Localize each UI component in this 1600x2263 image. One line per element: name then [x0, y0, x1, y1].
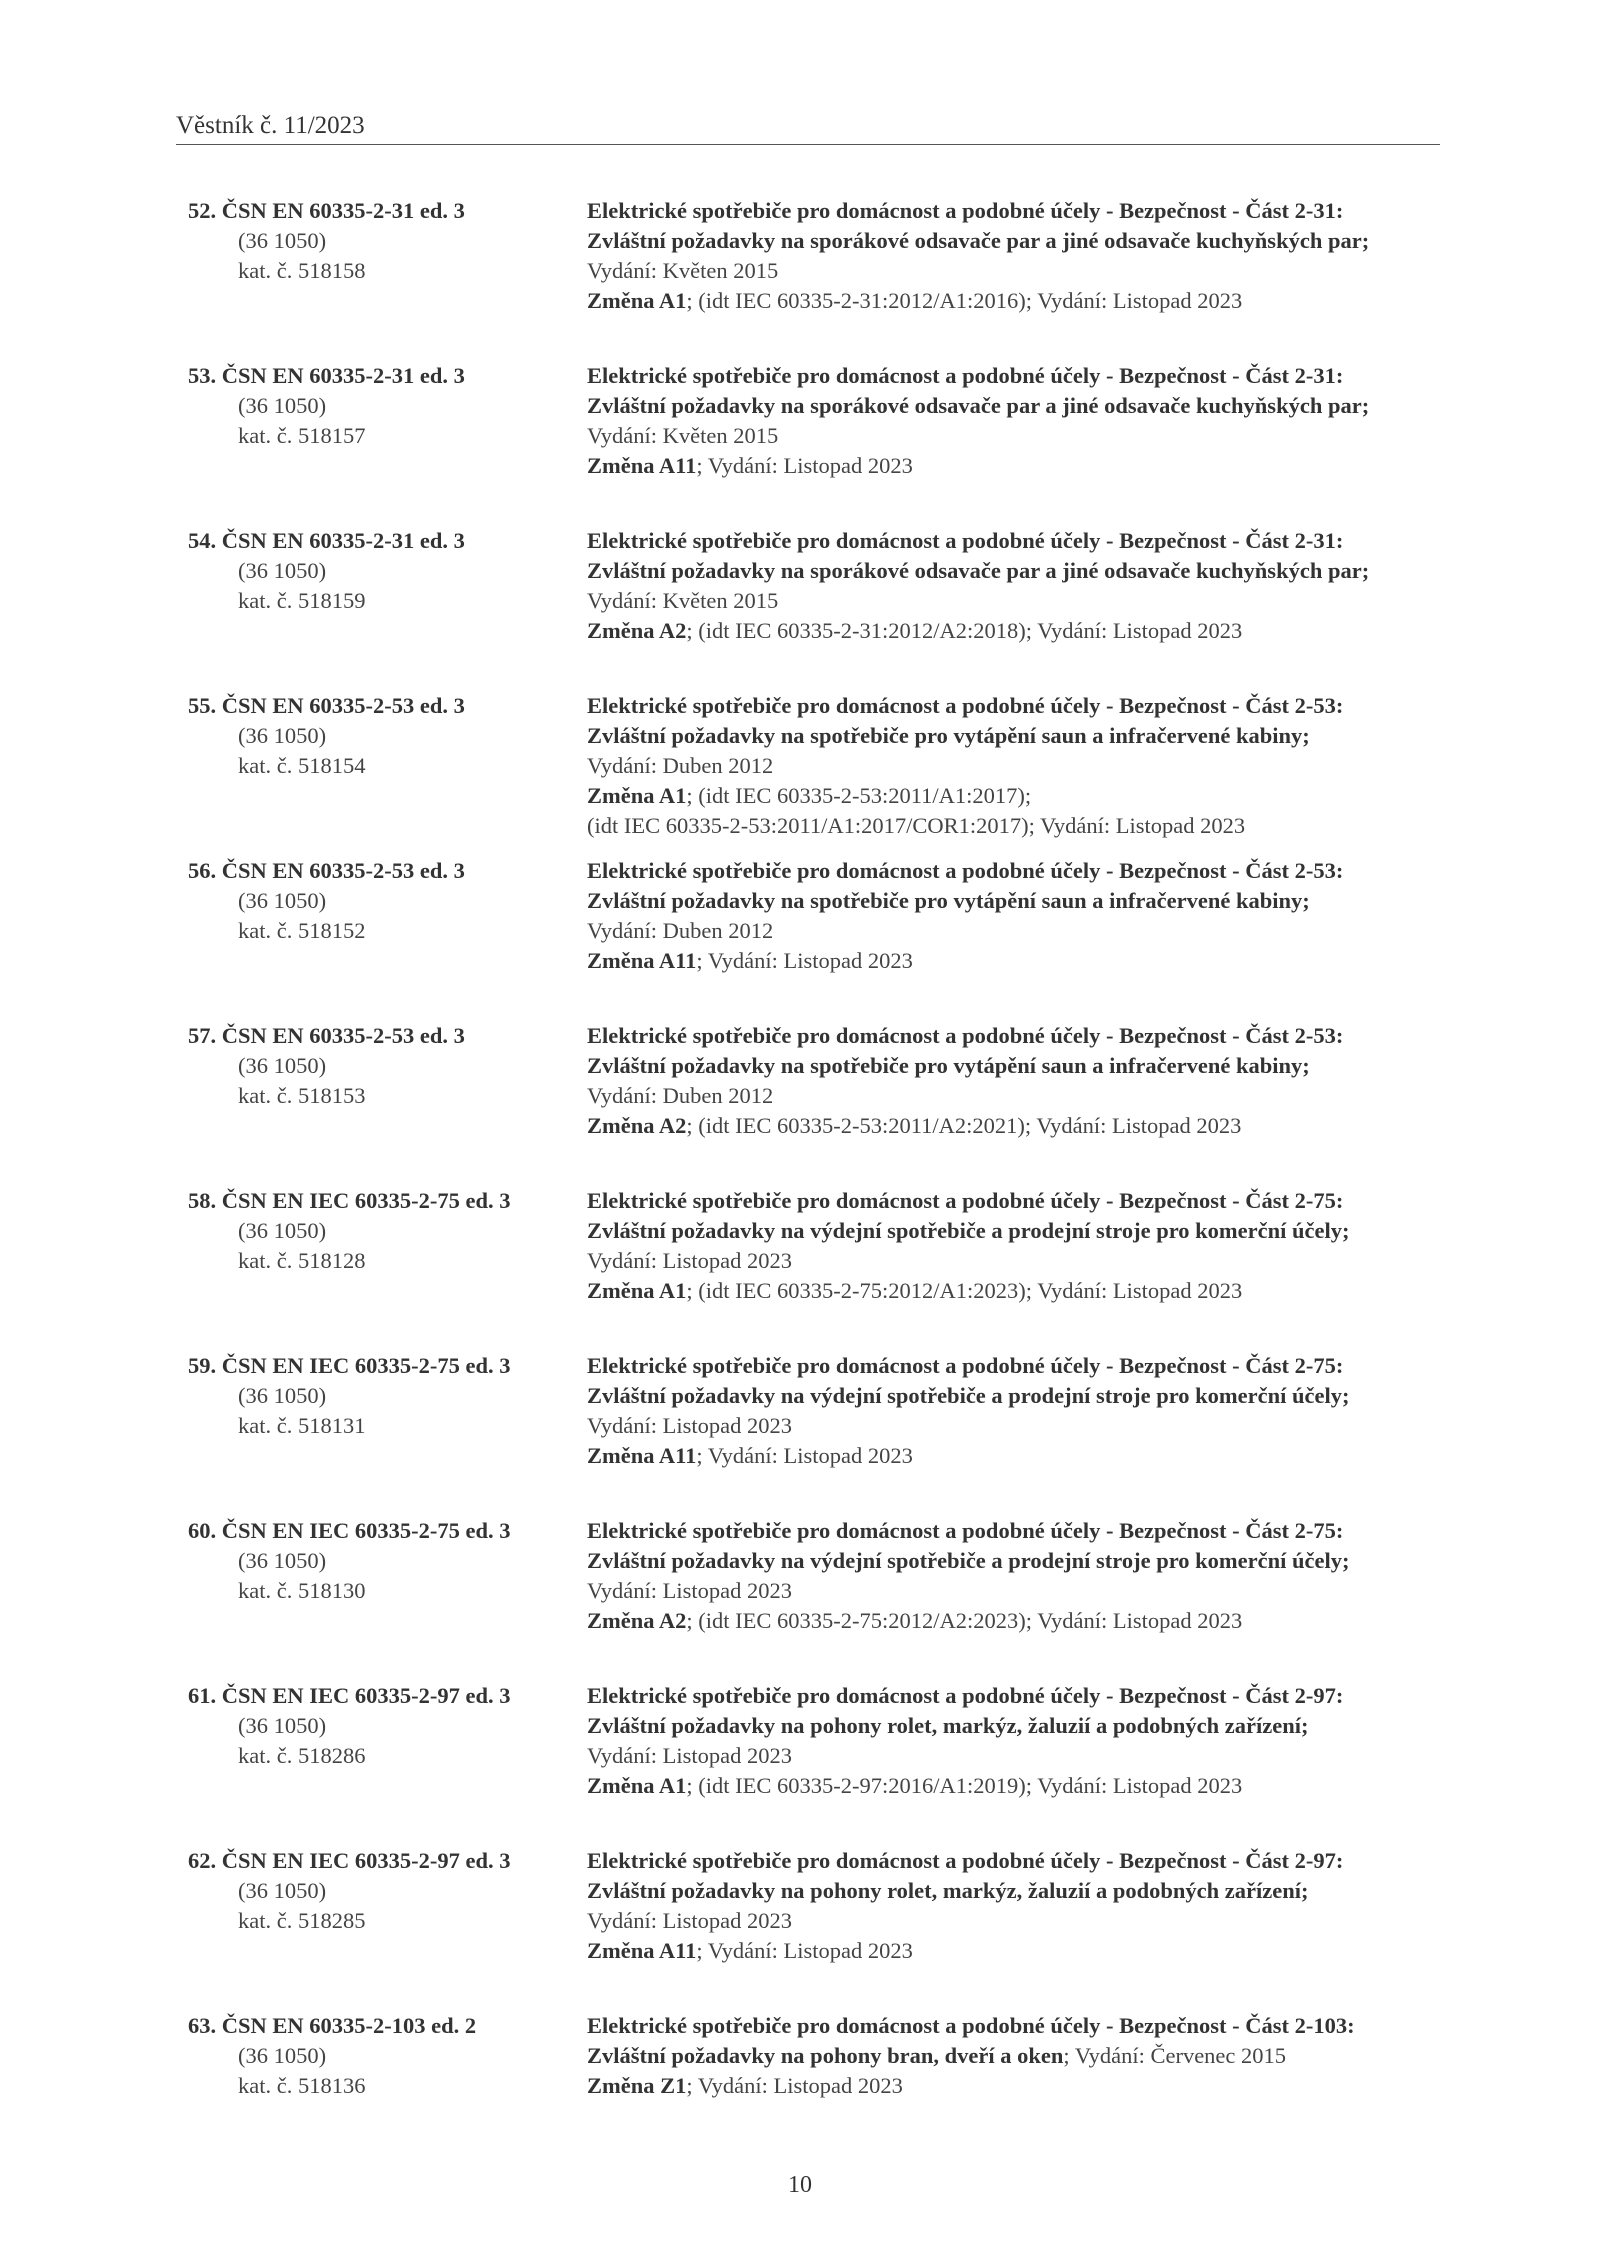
standard-title-line-1: Elektrické spotřebiče pro domácnost a podobné účely - Bezpečnost - Část 2-97:: [587, 1683, 1344, 1708]
amendment-label: Změna A11: [587, 1443, 697, 1468]
amendment-details: ; (idt IEC 60335-2-31:2012/A2:2018); Vydání: Listopad 2023: [686, 618, 1243, 643]
standard-title-line-2: Zvláštní požadavky na výdejní spotřebiče a prodejní stroje pro komerční účely;: [587, 1548, 1350, 1573]
standard-class-code: (36 1050): [238, 888, 327, 913]
standard-number: 56. ČSN EN 60335-2-53 ed. 3: [188, 858, 465, 883]
standard-entry-7: [176, 1186, 1466, 1351]
amendment-line: [587, 781, 1467, 811]
standard-class-code: (36 1050): [238, 1878, 327, 1903]
standard-description: [587, 526, 1467, 646]
standard-title-bold: Zvláštní požadavky na pohony bran, dveří a oken: [587, 2043, 1064, 2068]
amendment-line: [587, 2071, 1467, 2101]
issue-date: Vydání: Listopad 2023: [587, 1743, 792, 1768]
standard-class-code: (36 1050): [238, 2043, 327, 2068]
standard-identifier: [188, 2011, 578, 2101]
standard-identifier: [188, 1351, 578, 1441]
standard-number: 62. ČSN EN IEC 60335-2-97 ed. 3: [188, 1848, 511, 1873]
standard-description: [587, 1846, 1467, 1966]
amendment-label: Změna A1: [587, 288, 687, 313]
standard-title-line-2: Zvláštní požadavky na sporákové odsavače par a jiné odsavače kuchyňských par;: [587, 393, 1370, 418]
amendment-label: Změna A11: [587, 453, 697, 478]
issue-date: Vydání: Listopad 2023: [587, 1248, 792, 1273]
standard-number: 57. ČSN EN 60335-2-53 ed. 3: [188, 1023, 465, 1048]
standard-number: 53. ČSN EN 60335-2-31 ed. 3: [188, 363, 465, 388]
amendment-details: ; Vydání: Listopad 2023: [686, 2073, 903, 2098]
amendment-label: Změna A2: [587, 1608, 687, 1633]
standard-description: [587, 1021, 1467, 1141]
catalog-number: kat. č. 518153: [238, 1083, 366, 1108]
standard-description: [587, 196, 1467, 316]
standard-class-code: (36 1050): [238, 723, 327, 748]
standard-entry-6: [176, 1021, 1466, 1186]
standard-entry-9: [176, 1516, 1466, 1681]
amendment-line: [587, 286, 1467, 316]
amendment-label: Změna Z1: [587, 2073, 687, 2098]
amendment-details: ; (idt IEC 60335-2-75:2012/A2:2023); Vydání: Listopad 2023: [686, 1608, 1243, 1633]
standard-title-line-1: Elektrické spotřebiče pro domácnost a podobné účely - Bezpečnost - Část 2-75:: [587, 1188, 1344, 1213]
standard-title-line-2: Zvláštní požadavky na výdejní spotřebiče a prodejní stroje pro komerční účely;: [587, 1383, 1350, 1408]
standard-identifier: [188, 1021, 578, 1111]
amendment-line: [587, 1771, 1467, 1801]
amendment-label: Změna A1: [587, 1278, 687, 1303]
standard-identifier: [188, 1681, 578, 1771]
standard-number: 61. ČSN EN IEC 60335-2-97 ed. 3: [188, 1683, 511, 1708]
standard-description: [587, 1351, 1467, 1471]
standard-identifier: [188, 196, 578, 286]
standard-title-line-1: Elektrické spotřebiče pro domácnost a podobné účely - Bezpečnost - Část 2-75:: [587, 1518, 1344, 1543]
amendment-details: ; Vydání: Listopad 2023: [696, 948, 913, 973]
standard-description: [587, 2011, 1467, 2101]
standard-identifier: [188, 1516, 578, 1606]
issue-date: Vydání: Duben 2012: [587, 753, 774, 778]
amendment-label: Změna A11: [587, 948, 697, 973]
catalog-number: kat. č. 518159: [238, 588, 366, 613]
issue-date: Vydání: Listopad 2023: [587, 1908, 792, 1933]
standard-title-line-2: Zvláštní požadavky na spotřebiče pro vytápění saun a infračervené kabiny;: [587, 888, 1310, 913]
amendment-details: ; Vydání: Listopad 2023: [696, 453, 913, 478]
page-header: [176, 112, 1440, 145]
amendment-details: ; (idt IEC 60335-2-97:2016/A1:2019); Vydání: Listopad 2023: [686, 1773, 1243, 1798]
amendment-details: ; (idt IEC 60335-2-53:2011/A1:2017);: [686, 783, 1032, 808]
standard-class-code: (36 1050): [238, 1053, 327, 1078]
standard-title-line-2: Zvláštní požadavky na pohony rolet, markýz, žaluzií a podobných zařízení;: [587, 1878, 1309, 1903]
catalog-number: kat. č. 518130: [238, 1578, 366, 1603]
standard-identifier: [188, 856, 578, 946]
catalog-number: kat. č. 518128: [238, 1248, 366, 1273]
standard-number: 59. ČSN EN IEC 60335-2-75 ed. 3: [188, 1353, 511, 1378]
amendment-label: Změna A1: [587, 783, 687, 808]
amendment-details: ; (idt IEC 60335-2-53:2011/A2:2021); Vydání: Listopad 2023: [686, 1113, 1242, 1138]
amendment-line: [587, 616, 1467, 646]
catalog-number: kat. č. 518136: [238, 2073, 366, 2098]
standard-description: [587, 361, 1467, 481]
amendment-line: [587, 1276, 1467, 1306]
standard-entry-5: [176, 856, 1466, 1021]
issue-date: ; Vydání: Červenec 2015: [1063, 2043, 1287, 2068]
standard-number: 52. ČSN EN 60335-2-31 ed. 3: [188, 198, 465, 223]
amendment-line: [587, 946, 1467, 976]
amendment-details: ; (idt IEC 60335-2-31:2012/A1:2016); Vydání: Listopad 2023: [686, 288, 1243, 313]
amendment-line: [587, 1111, 1467, 1141]
standard-description: [587, 1186, 1467, 1306]
standard-identifier: [188, 361, 578, 451]
standard-title-line-2: Zvláštní požadavky na sporákové odsavače par a jiné odsavače kuchyňských par;: [587, 228, 1370, 253]
standard-identifier: [188, 691, 578, 781]
catalog-number: kat. č. 518286: [238, 1743, 366, 1768]
issue-date: Vydání: Listopad 2023: [587, 1413, 792, 1438]
standard-description: [587, 1516, 1467, 1636]
standard-entry-last: [176, 2011, 1466, 2176]
amendment-details: ; Vydání: Listopad 2023: [696, 1938, 913, 1963]
issue-date: Vydání: Květen 2015: [587, 258, 779, 283]
catalog-number: kat. č. 518285: [238, 1908, 366, 1933]
standard-entry-10: [176, 1681, 1466, 1846]
standard-class-code: (36 1050): [238, 1713, 327, 1738]
catalog-number: kat. č. 518157: [238, 423, 366, 448]
catalog-number: kat. č. 518131: [238, 1413, 366, 1438]
issue-date: Vydání: Duben 2012: [587, 918, 774, 943]
standard-entry-2: [176, 361, 1466, 526]
standard-identifier: [188, 526, 578, 616]
standard-class-code: (36 1050): [238, 228, 327, 253]
standard-title-line-1: Elektrické spotřebiče pro domácnost a podobné účely - Bezpečnost - Část 2-31:: [587, 363, 1344, 388]
standard-entry-8: [176, 1351, 1466, 1516]
standard-number: 54. ČSN EN 60335-2-31 ed. 3: [188, 528, 465, 553]
standard-title-line-2: Zvláštní požadavky na pohony rolet, markýz, žaluzií a podobných zařízení;: [587, 1713, 1309, 1738]
standard-number: 60. ČSN EN IEC 60335-2-75 ed. 3: [188, 1518, 511, 1543]
amendment-label: Změna A11: [587, 1938, 697, 1963]
standard-title-line-1: Elektrické spotřebiče pro domácnost a podobné účely - Bezpečnost - Část 2-97:: [587, 1848, 1344, 1873]
amendment-label: Změna A2: [587, 618, 687, 643]
standard-identifier: [188, 1846, 578, 1936]
catalog-number: kat. č. 518152: [238, 918, 366, 943]
amendment-details: ; (idt IEC 60335-2-75:2012/A1:2023); Vydání: Listopad 2023: [686, 1278, 1243, 1303]
standard-class-code: (36 1050): [238, 1548, 327, 1573]
standard-title-line-1: Elektrické spotřebiče pro domácnost a podobné účely - Bezpečnost - Část 2-75:: [587, 1353, 1344, 1378]
amendment-label: Změna A1: [587, 1773, 687, 1798]
standard-entry-1: [176, 196, 1466, 361]
standard-title-line-2: [587, 2041, 1467, 2071]
standard-title-line-2: Zvláštní požadavky na sporákové odsavače par a jiné odsavače kuchyňských par;: [587, 558, 1370, 583]
standard-class-code: (36 1050): [238, 1383, 327, 1408]
catalog-number: kat. č. 518154: [238, 753, 366, 778]
standard-title-line-1: Elektrické spotřebiče pro domácnost a podobné účely - Bezpečnost - Část 2-53:: [587, 858, 1344, 883]
standard-title-line-2: Zvláštní požadavky na spotřebiče pro vytápění saun a infračervené kabiny;: [587, 723, 1310, 748]
standard-title-line-1: Elektrické spotřebiče pro domácnost a podobné účely - Bezpečnost - Část 2-53:: [587, 1023, 1344, 1048]
standard-title-line-1: Elektrické spotřebiče pro domácnost a podobné účely - Bezpečnost - Část 2-103:: [587, 2013, 1355, 2038]
amendment-line: [587, 451, 1467, 481]
standard-description: [587, 691, 1467, 841]
page-number: 10: [788, 2172, 812, 2198]
standard-entry-4: [176, 691, 1466, 856]
standard-class-code: (36 1050): [238, 1218, 327, 1243]
standard-title-line-1: Elektrické spotřebiče pro domácnost a podobné účely - Bezpečnost - Část 2-31:: [587, 198, 1344, 223]
standard-title-line-1: Elektrické spotřebiče pro domácnost a podobné účely - Bezpečnost - Část 2-31:: [587, 528, 1344, 553]
issue-date: Vydání: Duben 2012: [587, 1083, 774, 1108]
standard-class-code: (36 1050): [238, 558, 327, 583]
catalog-number: kat. č. 518158: [238, 258, 366, 283]
standard-title-line-2: Zvláštní požadavky na výdejní spotřebiče a prodejní stroje pro komerční účely;: [587, 1218, 1350, 1243]
standard-title-line-1: Elektrické spotřebiče pro domácnost a podobné účely - Bezpečnost - Část 2-53:: [587, 693, 1344, 718]
standard-description: [587, 856, 1467, 976]
standard-entry-11: [176, 1846, 1466, 2011]
standard-number: 58. ČSN EN IEC 60335-2-75 ed. 3: [188, 1188, 511, 1213]
amendment-extra: (idt IEC 60335-2-53:2011/A1:2017/COR1:2017); Vydání: Listopad 2023: [587, 813, 1246, 838]
standard-class-code: (36 1050): [238, 393, 327, 418]
issue-date: Vydání: Květen 2015: [587, 588, 779, 613]
standard-number: 63. ČSN EN 60335-2-103 ed. 2: [188, 2013, 477, 2038]
standard-description: [587, 1681, 1467, 1801]
amendment-label: Změna A2: [587, 1113, 687, 1138]
standard-entry-3: [176, 526, 1466, 691]
issue-date: Vydání: Listopad 2023: [587, 1578, 792, 1603]
amendment-details: ; Vydání: Listopad 2023: [696, 1443, 913, 1468]
amendment-line: [587, 1606, 1467, 1636]
standard-number: 55. ČSN EN 60335-2-53 ed. 3: [188, 693, 465, 718]
amendment-line: [587, 1441, 1467, 1471]
issue-date: Vydání: Květen 2015: [587, 423, 779, 448]
page-footer: [0, 2172, 1600, 2199]
standard-title-line-2: Zvláštní požadavky na spotřebiče pro vytápění saun a infračervené kabiny;: [587, 1053, 1310, 1078]
amendment-line: [587, 1936, 1467, 1966]
standard-identifier: [188, 1186, 578, 1276]
standards-list: [176, 196, 1466, 2176]
journal-title: Věstník č. 11/2023: [176, 112, 365, 139]
